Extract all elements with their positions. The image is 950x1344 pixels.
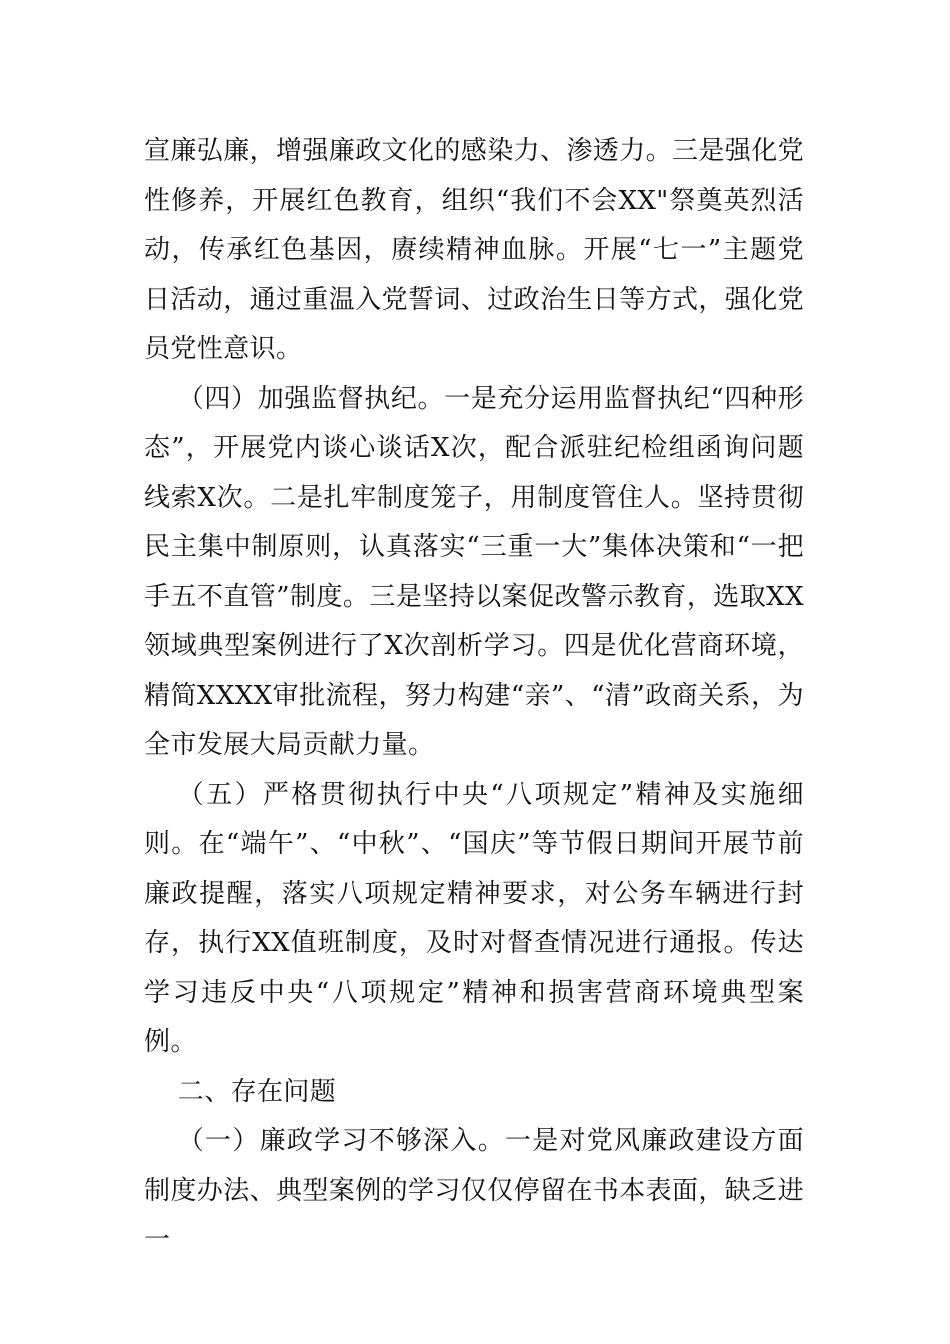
- paragraph-study-issue: （一）廉政学习不够深入。一是对党风廉政建设方面制度办法、典型案例的学习仅仅停留在书本表面，缺乏进一: [144, 1126, 805, 1255]
- document-body: [144, 127, 804, 1266]
- section-heading-problems: 二、存在问题: [177, 1076, 337, 1107]
- paragraph-eight-rules: （五）严格贯彻执行中央“八项规定”精神及实施细则。在“端午”、“中秋”、“国庆”等节假日期间开展节前廉政提醒，落实八项规定精神要求，对公务车辆进行封存，执行XX值班制度，及时对督查情况进行通报。传达学习违反中央“八项规定”精神和损害营商环境典型案例。: [144, 779, 804, 1057]
- paragraph-supervision: （四）加强监督执纪。一是充分运用监督执纪“四种形态”，开展党内谈心谈话X次，配合派驻纪检组函询问题线索X次。二是扎牢制度笼子，用制度管住人。坚持贯彻民主集中制原则，认真落实“三重一大”集体决策和“一把手五不直管”制度。三是坚持以案促改警示教育，选取XX领域典型案例进行了X次剖析学习。四是优化营商环境，精简XXXX审批流程，努力构建“亲”、“清”政商关系，为全市发展大局贡献力量。: [144, 383, 804, 760]
- paragraph-continuation: 宣廉弘廉，增强廉政文化的感染力、渗透力。三是强化党性修养，开展红色教育，组织“我们不会XX"祭奠英烈活动，传承红色基因，赓续精神血脉。开展“七一”主题党日活动，通过重温入党誓词、过政治生日等方式，强化党员党性意识。: [144, 136, 805, 364]
